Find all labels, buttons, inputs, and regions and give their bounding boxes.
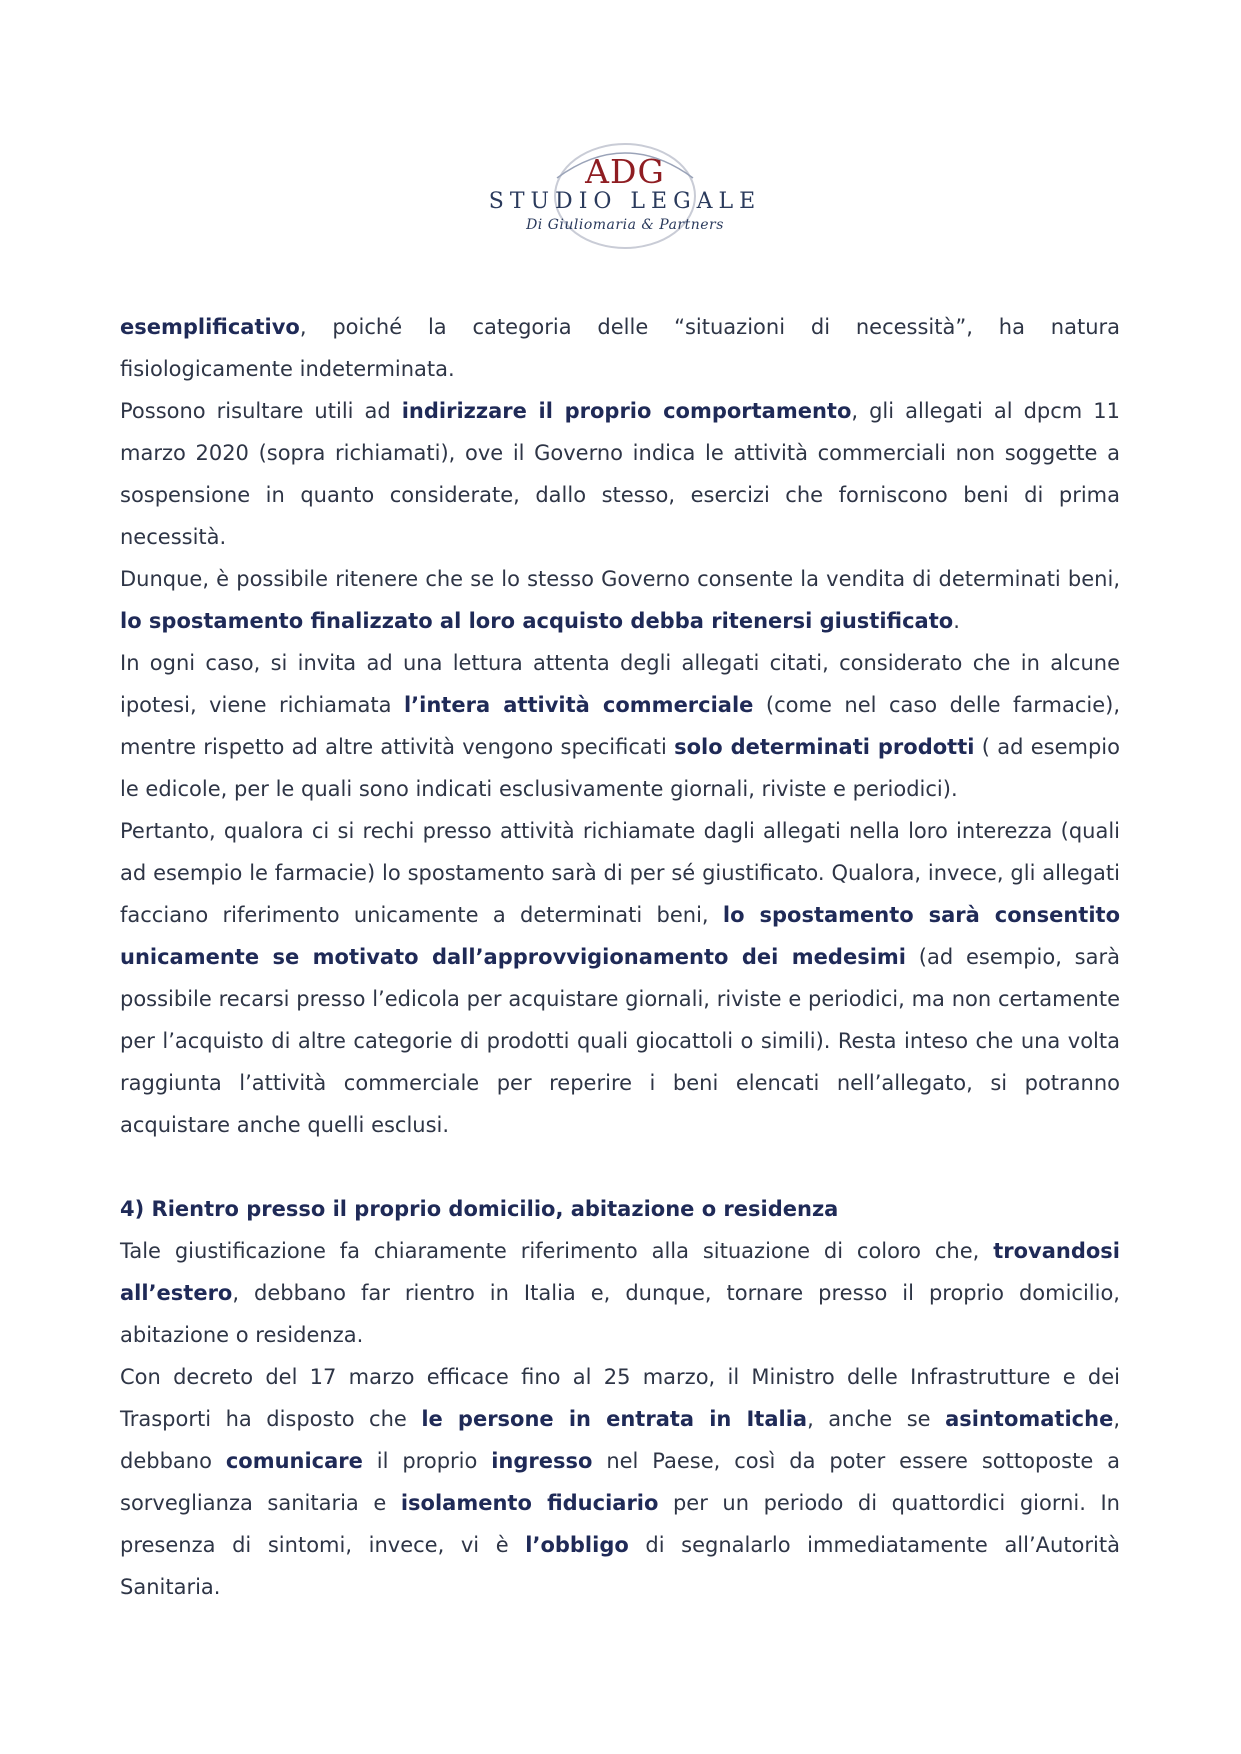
logo-initials: ADG <box>585 152 665 191</box>
paragraph: Pertanto, qualora ci si rechi presso attività richiamate dagli allegati nella loro interezza (quali ad esempio le farmacie) lo spostamento sarà di per sé giustificato. Qualora, invece, gli allegati facciano riferimento unicamente a determinati beni, lo spostamento sarà consentito unicamente se motivato dall’approvvigionamento dei medesimi (ad esempio, sarà possibile recarsi presso l’edicola per acquistare giornali, riviste e periodici, ma non certamente per l’acquisto di altre categorie di prodotti quali giocattoli o simili). Resta inteso che una volta raggiunta l’attività commerciale per reperire i beni elencati nell’allegato, si potranno acquistare anche quelli esclusi. <box>120 819 1120 1137</box>
paragraph: esemplificativo, poiché la categoria delle “situazioni di necessità”, ha natura fisiologicamente indeterminata. <box>120 315 1120 381</box>
paragraph: Possono risultare utili ad indirizzare il proprio comportamento, gli allegati al dpcm 11 marzo 2020 (sopra richiamati), ove il Governo indica le attività commerciali non soggette a sospensione in quanto considerate, dallo stesso, esercizi che forniscono beni di prima necessità. <box>120 399 1120 549</box>
document-body <box>120 306 1120 1608</box>
section-heading: 4) Rientro presso il proprio domicilio, abitazione o residenza <box>120 1197 839 1221</box>
paragraph: Con decreto del 17 marzo efficace fino al 25 marzo, il Ministro delle Infrastrutture e dei Trasporti ha disposto che le persone in entrata in Italia, anche se asintomatiche, debbano comunicare il proprio ingresso nel Paese, così da poter essere sottoposte a sorveglianza sanitaria e isolamento fiduciario per un periodo di quattordici giorni. In presenza di sintomi, invece, vi è l’obbligo di segnalarlo immediatamente all’Autorità Sanitaria. <box>120 1365 1120 1599</box>
paragraph: Tale giustificazione fa chiaramente riferimento alla situazione di coloro che, trovandosi all’estero, debbano far rientro in Italia e, dunque, tornare presso il proprio domicilio, abitazione o residenza. <box>120 1239 1120 1347</box>
studio-logo <box>465 138 785 268</box>
logo-tagline: Di Giuliomaria & Partners <box>526 217 724 233</box>
paragraph: In ogni caso, si invita ad una lettura attenta degli allegati citati, considerato che in alcune ipotesi, viene richiamata l’intera attività commerciale (come nel caso delle farmacie), mentre rispetto ad altre attività vengono specificati solo determinati prodotti ( ad esempio le edicole, per le quali sono indicati esclusivamente giornali, riviste e periodici). <box>120 651 1121 801</box>
logo-name: STUDIO LEGALE <box>488 189 762 214</box>
paragraph: Dunque, è possibile ritenere che se lo stesso Governo consente la vendita di determinati beni, lo spostamento finalizzato al loro acquisto debba ritenersi giustificato. <box>120 567 1120 633</box>
